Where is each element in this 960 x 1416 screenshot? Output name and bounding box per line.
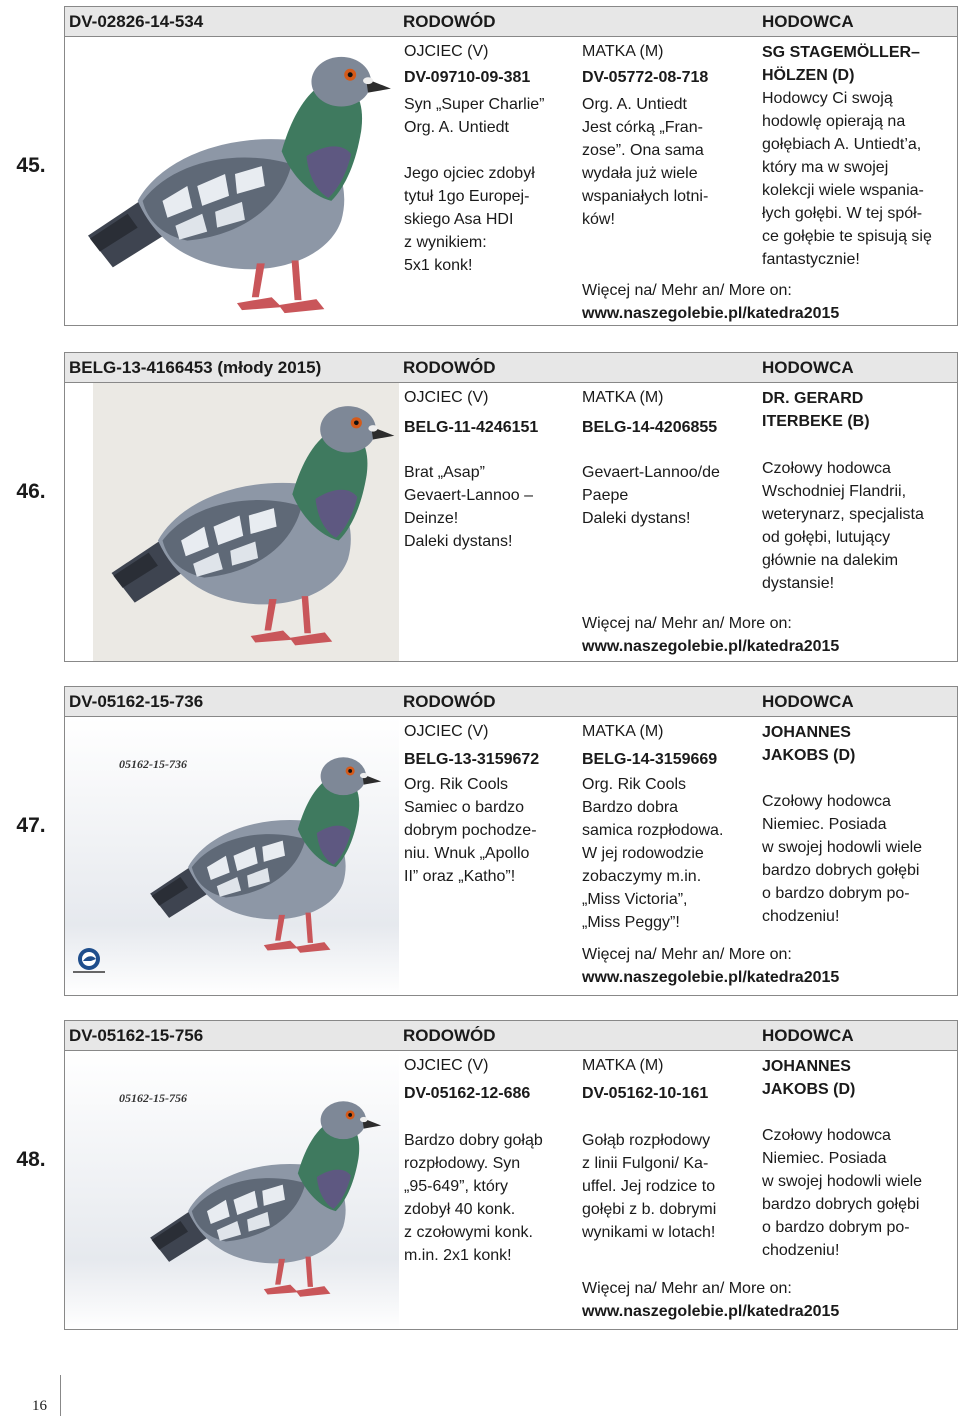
more-info-link[interactable]: www.naszegolebie.pl/katedra2015 [582,969,840,986]
mother-description: Gevaert-Lannoo/de Paepe Daleki dystans! [582,464,720,527]
mother-ring: BELG-14-4206855 [582,419,718,436]
more-info-label: Więcej na/ Mehr an/ More on: [582,1280,792,1297]
more-info-link[interactable]: www.naszegolebie.pl/katedra2015 [582,638,840,655]
father-description: Bardzo dobry gołąb rozpłodowy. Syn „95-649”, który zdobył 40 konk. z czołowymi konk. m.in. 2x1 konk! [404,1132,543,1264]
bird-ring: BELG-13-4166453 (młody 2015) [69,358,322,377]
mother-ring: BELG-14-3159669 [582,751,718,768]
pedigree-label: RODOWÓD [403,358,496,377]
father-label: OJCIEC (V) [404,389,489,406]
pedigree-label: RODOWÓD [403,692,496,711]
entry-box [64,1020,958,1330]
more-info [582,1277,839,1323]
pigeon-image [65,37,399,325]
breeder-name: SG STAGEMÖLLER– HÖLZEN (D) [762,44,920,84]
breeder-description: Czołowy hodowca Niemiec. Posiada w swojej hodowli wiele bardzo dobrych gołębi o bardzo dobrym po- chodzeniu! [762,793,923,925]
entry-box [64,6,958,326]
entry-number: 46. [16,480,46,503]
more-info-label: Więcej na/ Mehr an/ More on: [582,282,792,299]
father-label: OJCIEC (V) [404,43,489,60]
entry-number: 48. [16,1148,46,1171]
entry-box [64,686,958,996]
pigeon-photo [65,37,399,325]
pedigree-entry-45 [0,6,960,326]
pigeon-image [135,1071,385,1321]
father-label: OJCIEC (V) [404,1057,489,1074]
pedigree-label: RODOWÓD [403,1026,496,1045]
photo-ring-label: 05162-15-736 [119,757,187,771]
father-ring: DV-05162-12-686 [404,1085,531,1102]
breeder-label: HODOWCA [762,692,854,711]
father-ring: DV-09710-09-381 [404,69,531,86]
entry-number: 47. [16,814,46,837]
bird-ring: DV-05162-15-756 [69,1026,204,1045]
father-label: OJCIEC (V) [404,723,489,740]
father-description: Org. Rik Cools Samiec o bardzo dobrym pochodze- niu. Wnuk „Apollo II” oraz „Katho”! [404,776,537,885]
bird-ring: DV-02826-14-534 [69,12,204,31]
mother-label: MATKA (M) [582,1057,664,1074]
entry-header [65,1021,957,1051]
loft-logo-icon [69,945,109,975]
father-description: Syn „Super Charlie” Org. A. Untiedt Jego ojciec zdobył tytuł 1go Europej- skiego Asa HDI z wynikiem: 5x1 konk! [404,96,545,274]
more-info [582,279,839,325]
breeder-label: HODOWCA [762,1026,854,1045]
more-info-label: Więcej na/ Mehr an/ More on: [582,946,792,963]
photo-ring-label: 05162-15-756 [119,1091,187,1105]
page-footer-rule [60,1375,61,1416]
bird-ring: DV-05162-15-736 [69,692,204,711]
pedigree-label: RODOWÓD [403,12,496,31]
father-ring: BELG-13-3159672 [404,751,540,768]
entry-box [64,352,958,662]
more-info-link[interactable]: www.naszegolebie.pl/katedra2015 [582,305,840,322]
entry-header [65,7,957,37]
mother-label: MATKA (M) [582,723,664,740]
more-info-label: Więcej na/ Mehr an/ More on: [582,615,792,632]
page-number: 16 [32,1398,47,1414]
breeder-description: Czołowy hodowca Niemiec. Posiada w swojej hodowli wiele bardzo dobrych gołębi o bardzo dobrym po- chodzeniu! [762,1127,923,1259]
pigeon-photo [65,1051,399,1329]
father-ring: BELG-11-4246151 [404,419,539,436]
breeder-description: Hodowcy Ci swoją hodowlę opierają na gołębiach A. Untiedt’a, który ma w swojej kolekcji wiele wspania- łych gołębi. W tej spół- ce gołębie te spisują się fantastycznie! [762,90,932,268]
mother-label: MATKA (M) [582,43,664,60]
mother-description: Org. Rik Cools Bardzo dobra samica rozpłodowa. W jej rodowodzie zobaczymy m.in. „Miss Victoria”, „Miss Peggy”! [582,776,724,931]
pedigree-entry-46 [0,352,960,662]
mother-label: MATKA (M) [582,389,664,406]
entry-header [65,353,957,383]
breeder-label: HODOWCA [762,358,854,377]
pedigree-entry-48 [0,1020,960,1330]
breeder-name: JOHANNES JAKOBS (D) [762,724,856,764]
more-info [582,612,839,658]
pigeon-photo [65,717,399,995]
breeder-description: Czołowy hodowca Wschodniej Flandrii, weterynarz, specjalista od gołębi, lutujący głównie na dalekim dystansie! [762,460,924,592]
entry-number: 45. [16,154,46,177]
breeder-label: HODOWCA [762,12,854,31]
pigeon-image [93,383,399,661]
pigeon-image [135,737,385,967]
mother-ring: DV-05162-10-161 [582,1085,709,1102]
entry-header [65,687,957,717]
mother-description: Gołąb rozpłodowy z linii Fulgoni/ Ka- uffel. Jej rodzice to gołębi z b. dobrymi wynikami w lotach! [582,1132,717,1241]
mother-ring: DV-05772-08-718 [582,69,709,86]
pedigree-entry-47 [0,686,960,996]
more-info [582,943,839,989]
mother-description: Org. A. Untiedt Jest córką „Fran- zose”. Ona sama wydała już wiele wspaniałych lotni- ków! [582,96,709,228]
more-info-link[interactable]: www.naszegolebie.pl/katedra2015 [582,1303,840,1320]
breeder-name: DR. GERARD ITERBEKE (B) [762,390,870,430]
father-description: Brat „Asap” Gevaert-Lannoo – Deinze! Daleki dystans! [404,464,533,550]
breeder-name: JOHANNES JAKOBS (D) [762,1058,856,1098]
pigeon-photo [93,383,399,661]
